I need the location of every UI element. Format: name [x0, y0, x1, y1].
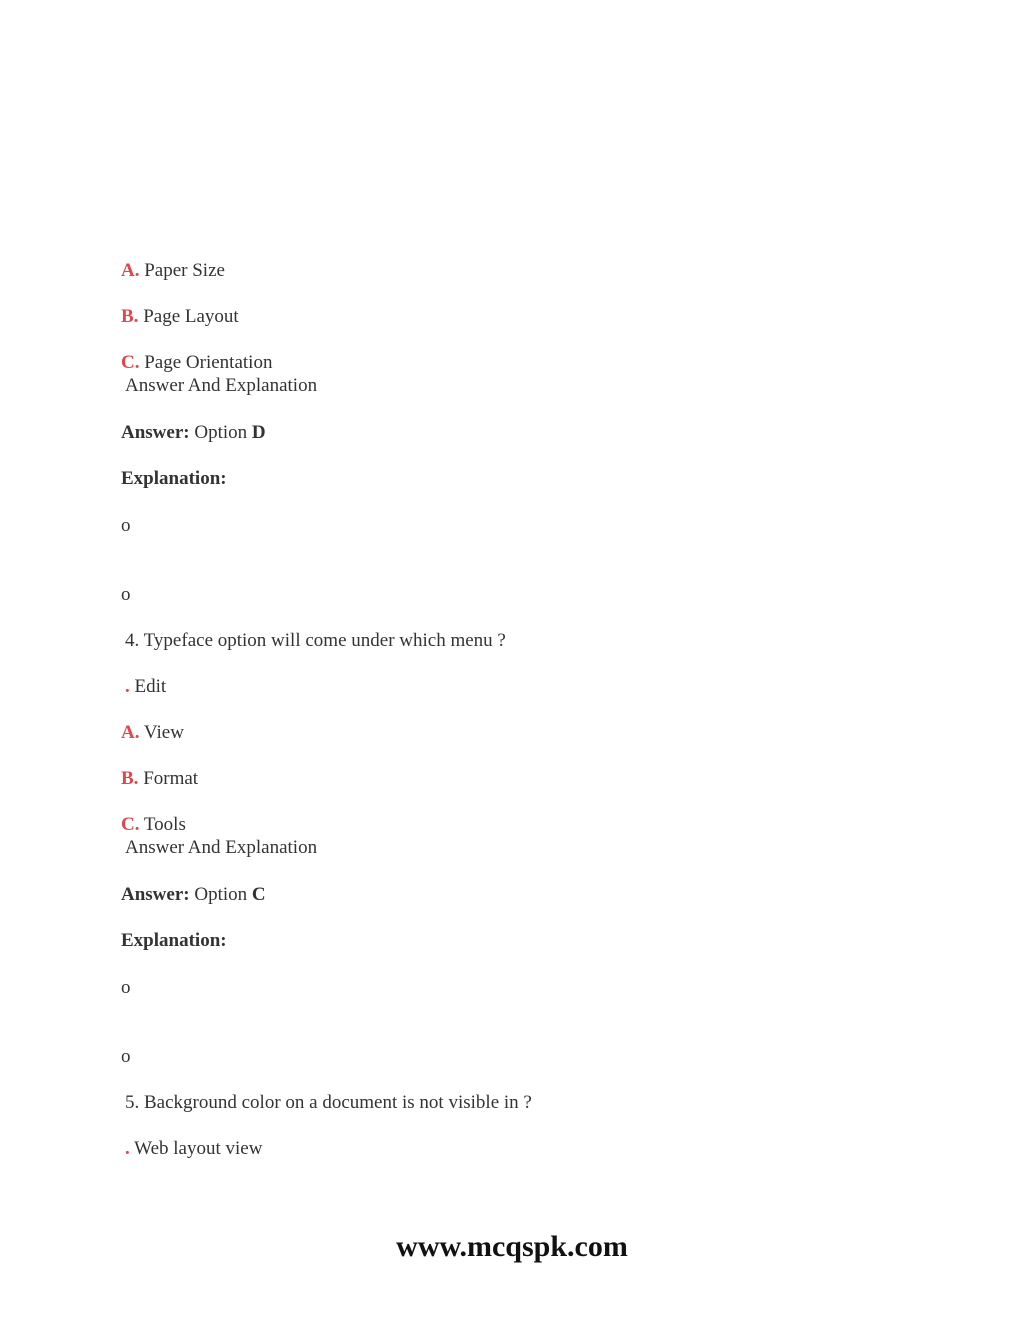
answer-line — [121, 421, 266, 445]
option-letter: A. — [121, 722, 140, 743]
option-text: Format — [143, 768, 199, 789]
option-text: Edit — [134, 676, 167, 697]
option-letter: C. — [121, 352, 140, 373]
answer-line — [121, 883, 266, 907]
footer-site-url[interactable]: www.mcqspk.com — [396, 1230, 628, 1263]
question-4: 4. Typeface option will come under which menu ? — [125, 630, 506, 651]
option-text: Tools — [143, 814, 186, 835]
option-letter: . — [125, 676, 130, 697]
bullet: o — [121, 515, 131, 536]
answer-label: Answer: — [121, 422, 190, 443]
option-text: Page Layout — [143, 306, 239, 327]
option-text: Page Orientation — [144, 352, 273, 373]
option-letter: A. — [121, 260, 140, 281]
option-a — [121, 259, 225, 283]
option-c — [121, 351, 272, 375]
answer-value: C — [251, 884, 266, 905]
option-first — [125, 675, 166, 699]
option-b — [121, 767, 198, 791]
question-5: 5. Background color on a document is not visible in ? — [125, 1092, 532, 1113]
explanation-label: Explanation: — [121, 468, 227, 489]
option-word: Option — [194, 884, 248, 905]
option-b — [121, 305, 239, 329]
option-letter: . — [125, 1138, 130, 1159]
bullet: o — [121, 584, 131, 605]
option-first — [125, 1137, 262, 1161]
option-text: Web layout view — [134, 1138, 263, 1159]
option-text: Paper Size — [144, 260, 225, 281]
option-word: Option — [194, 422, 248, 443]
option-a — [121, 721, 184, 745]
bullet: o — [121, 1046, 131, 1067]
answer-and-explanation-toggle[interactable]: Answer And Explanation — [125, 837, 318, 858]
option-c — [121, 813, 186, 837]
option-letter: C. — [121, 814, 140, 835]
option-letter: B. — [121, 306, 139, 327]
option-text: View — [143, 722, 184, 743]
bullet: o — [121, 977, 131, 998]
answer-label: Answer: — [121, 884, 190, 905]
explanation-label: Explanation: — [121, 930, 227, 951]
answer-value: D — [251, 422, 266, 443]
option-letter: B. — [121, 768, 139, 789]
answer-and-explanation-toggle[interactable]: Answer And Explanation — [125, 375, 318, 396]
